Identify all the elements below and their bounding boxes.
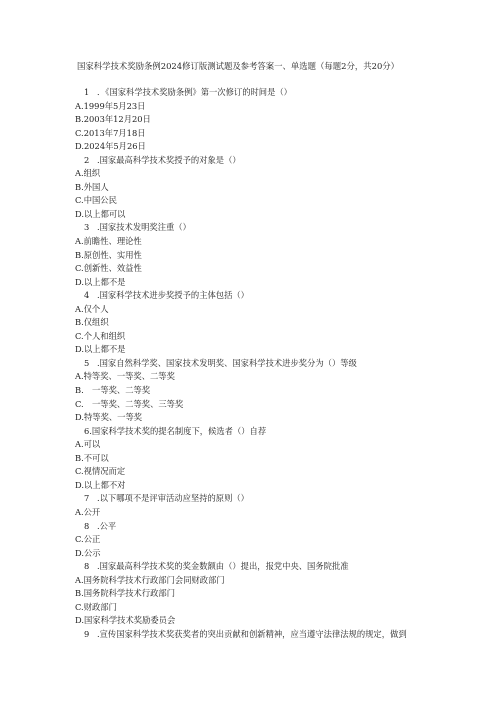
- option-text: A.组织: [75, 168, 101, 179]
- answer-option: [0, 587, 500, 601]
- option-text: C.视情况而定: [75, 466, 126, 477]
- option-text: C.个人和组织: [75, 330, 126, 341]
- answer-option: [0, 194, 500, 208]
- option-text: C.中国公民: [75, 195, 117, 206]
- answer-option: [0, 370, 500, 384]
- question-stem: [0, 628, 500, 642]
- question-number: 2: [84, 154, 90, 165]
- answer-option: [0, 113, 500, 127]
- question-text: .以下哪项不是评审活动应坚持的原则（）: [97, 493, 249, 504]
- question-text: .宣传国家科学技术奖获奖者的突出贡献和创新精神，应当遵守法律法规的规定，做到: [97, 628, 407, 639]
- question-number: 9: [84, 628, 90, 639]
- answer-option: [0, 465, 500, 479]
- option-text: D.特等奖、一等奖: [75, 412, 143, 423]
- option-text: A.1999年5月23日: [75, 100, 146, 111]
- option-text: B.外国人: [75, 181, 109, 192]
- question-text: .国家最高科学技术奖授予的对象是（）: [97, 154, 241, 165]
- question-text: ．《国家科学技术奖励条例》第一次修订的时间是（）: [97, 87, 292, 97]
- question-stem: [0, 289, 500, 303]
- answer-option: [0, 249, 500, 263]
- question-stem: [0, 221, 500, 235]
- answer-option: [0, 303, 500, 317]
- question-number: 8: [84, 561, 90, 572]
- answer-option: [0, 438, 500, 452]
- answer-option: [0, 506, 500, 520]
- answer-option: [0, 533, 500, 547]
- question-stem: [0, 520, 500, 534]
- answer-option: [0, 235, 500, 249]
- question-text: .国家最高科学技术奖的奖金数额由（）提出，报党中央、国务院批准: [97, 561, 349, 572]
- option-text: B.原创性、实用性: [75, 249, 142, 260]
- answer-option: [0, 127, 500, 141]
- answer-option: [0, 343, 500, 357]
- answer-option: [0, 411, 500, 425]
- question-number: 5: [84, 357, 90, 368]
- document-title: 国家科学技术奖励条例2024修订版测试题及参考答案一、单选题（每题2分，共20分）: [77, 61, 400, 71]
- option-text: B. 一等奖、二等奖: [75, 385, 151, 396]
- answer-option: [0, 398, 500, 412]
- option-text: A.前瞻性、理论性: [75, 236, 142, 247]
- answer-option: [0, 452, 500, 466]
- question-number: 4: [84, 290, 90, 301]
- answer-option: [0, 181, 500, 195]
- option-text: A.特等奖、一等奖、二等奖: [75, 371, 175, 382]
- option-text: D.以上都不是: [75, 344, 126, 355]
- option-text: B.不可以: [75, 452, 109, 463]
- option-text: D.以上都不对: [75, 479, 126, 490]
- answer-option: [0, 167, 500, 181]
- question-stem: [0, 425, 500, 439]
- answer-option: [0, 614, 500, 628]
- question-stem: [0, 492, 500, 506]
- option-text: D.以上都可以: [75, 208, 126, 219]
- question-number: 3: [84, 222, 90, 233]
- option-text: A.可以: [75, 439, 101, 450]
- question-number: 8: [84, 520, 90, 531]
- option-text: B.仅组织: [75, 317, 109, 328]
- question-stem: [0, 154, 500, 168]
- question-number: 7: [84, 493, 90, 504]
- answer-option: [0, 276, 500, 290]
- answer-option: [0, 574, 500, 588]
- question-text: .国家自然科学奖、国家技术发明奖、国家科学技术进步奖分为（）等级: [97, 357, 357, 368]
- question-text: .公平: [97, 520, 117, 531]
- question-stem: [0, 357, 500, 371]
- answer-option: [0, 330, 500, 344]
- question-list: [0, 86, 500, 641]
- question-text: 6.国家科学技术奖的提名制度下，候选者（）自荐: [84, 425, 267, 436]
- option-text: D.2024年5月26日: [75, 141, 146, 152]
- answer-option: [0, 316, 500, 330]
- option-text: D.公示: [75, 547, 101, 558]
- option-text: C.创新性、效益性: [75, 263, 142, 274]
- question-text: .国家技术发明奖注重（）: [97, 222, 191, 233]
- answer-option: [0, 547, 500, 561]
- answer-option: [0, 479, 500, 493]
- answer-option: [0, 100, 500, 114]
- question-stem: [0, 86, 500, 100]
- answer-option: [0, 140, 500, 154]
- answer-option: [0, 384, 500, 398]
- question-stem: [0, 560, 500, 574]
- option-text: C.2013年7月18日: [75, 127, 146, 138]
- option-text: A.公开: [75, 506, 101, 517]
- option-text: A.仅个人: [75, 303, 109, 314]
- option-text: B.国务院科学技术行政部门: [75, 588, 176, 599]
- option-text: C.财政部门: [75, 601, 117, 612]
- option-text: C. 一等奖、二等奖、三等奖: [75, 398, 184, 409]
- option-text: A.国务院科学技术行政部门会同财政部门: [75, 574, 225, 585]
- answer-option: [0, 262, 500, 276]
- question-text: .国家科学技术进步奖授予的主体包括（）: [97, 290, 249, 301]
- option-text: D.以上都不是: [75, 276, 126, 287]
- answer-option: [0, 601, 500, 615]
- question-number: 1: [84, 87, 90, 97]
- option-text: B.2003年12月20日: [75, 114, 151, 125]
- answer-option: [0, 208, 500, 222]
- option-text: D.国家科学技术奖励委员会: [75, 615, 176, 626]
- option-text: C.公正: [75, 534, 101, 545]
